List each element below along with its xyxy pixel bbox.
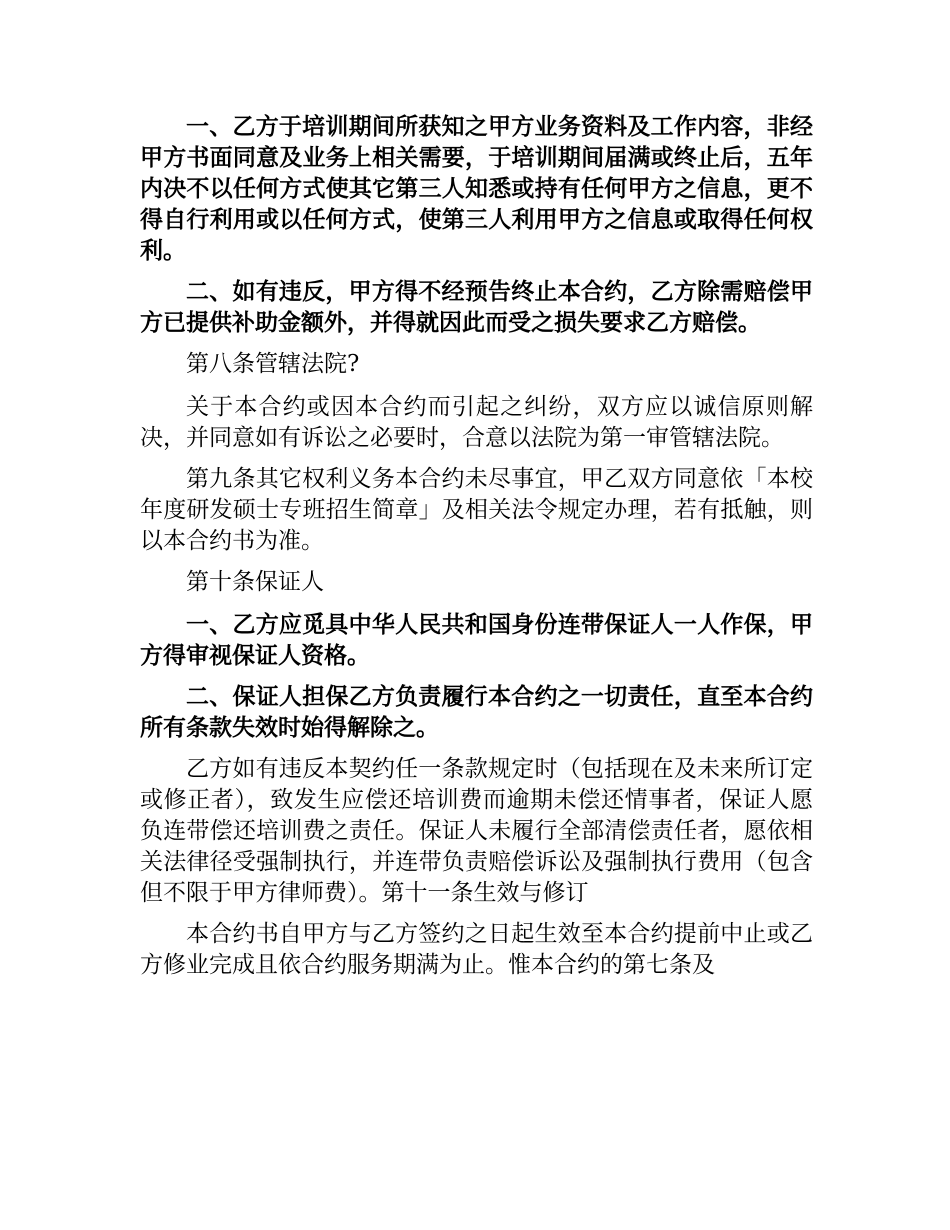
guarantor-liability-paragraph: 乙方如有违反本契约任一条款规定时（包括现在及未来所订定或修正者），致发生应偿还培训费而逾期未偿还情事者，保证人愿负连带偿还培训费之责任。保证人未履行全部清偿责任者，愿依相关法律径受强制执行，并连带负责赔偿诉讼及强制执行费用（包含但不限于甲方律师费）。第十一条生效与修订 bbox=[140, 756, 813, 906]
article-10-item-2: 二、保证人担保乙方负责履行本合约之一切责任，直至本合约所有条款失效时始得解除之。 bbox=[140, 684, 813, 741]
article-8-body: 关于本合约或因本合约而引起之纠纷，双方应以诚信原则解决，并同意如有诉讼之必要时，合意以法院为第一审管辖法院。 bbox=[140, 394, 813, 451]
clause-7-item-1: 一、乙方于培训期间所获知之甲方业务资料及工作内容，非经甲方书面同意及业务上相关需要，于培训期间届满或终止后，五年内决不以任何方式使其它第三人知悉或持有任何甲方之信息，更不得自行利用或以任何方式，使第三人利用甲方之信息或取得任何权利。 bbox=[140, 114, 813, 264]
article-10-heading: 第十条保证人 bbox=[186, 569, 324, 595]
document-page bbox=[140, 112, 813, 991]
article-9-body: 第九条其它权利义务本合约未尽事宜，甲乙双方同意依「本校年度研发硕士专班招生简章」及相关法令规定办理，若有抵触，则以本合约书为准。 bbox=[140, 466, 813, 554]
article-8-heading: 第八条管辖法院? bbox=[186, 351, 360, 377]
article-10-item-1: 一、乙方应觅具中华人民共和国身份连带保证人一人作保，甲方得审视保证人资格。 bbox=[140, 612, 813, 669]
clause-7-item-2: 二、如有违反，甲方得不经预告终止本合约，乙方除需赔偿甲方已提供补助金额外，并得就因此而受之损失要求乙方赔偿。 bbox=[140, 279, 813, 336]
article-11-body: 本合约书自甲方与乙方签约之日起生效至本合约提前中止或乙方修业完成且依合约服务期满为止。惟本合约的第七条及 bbox=[140, 921, 813, 978]
